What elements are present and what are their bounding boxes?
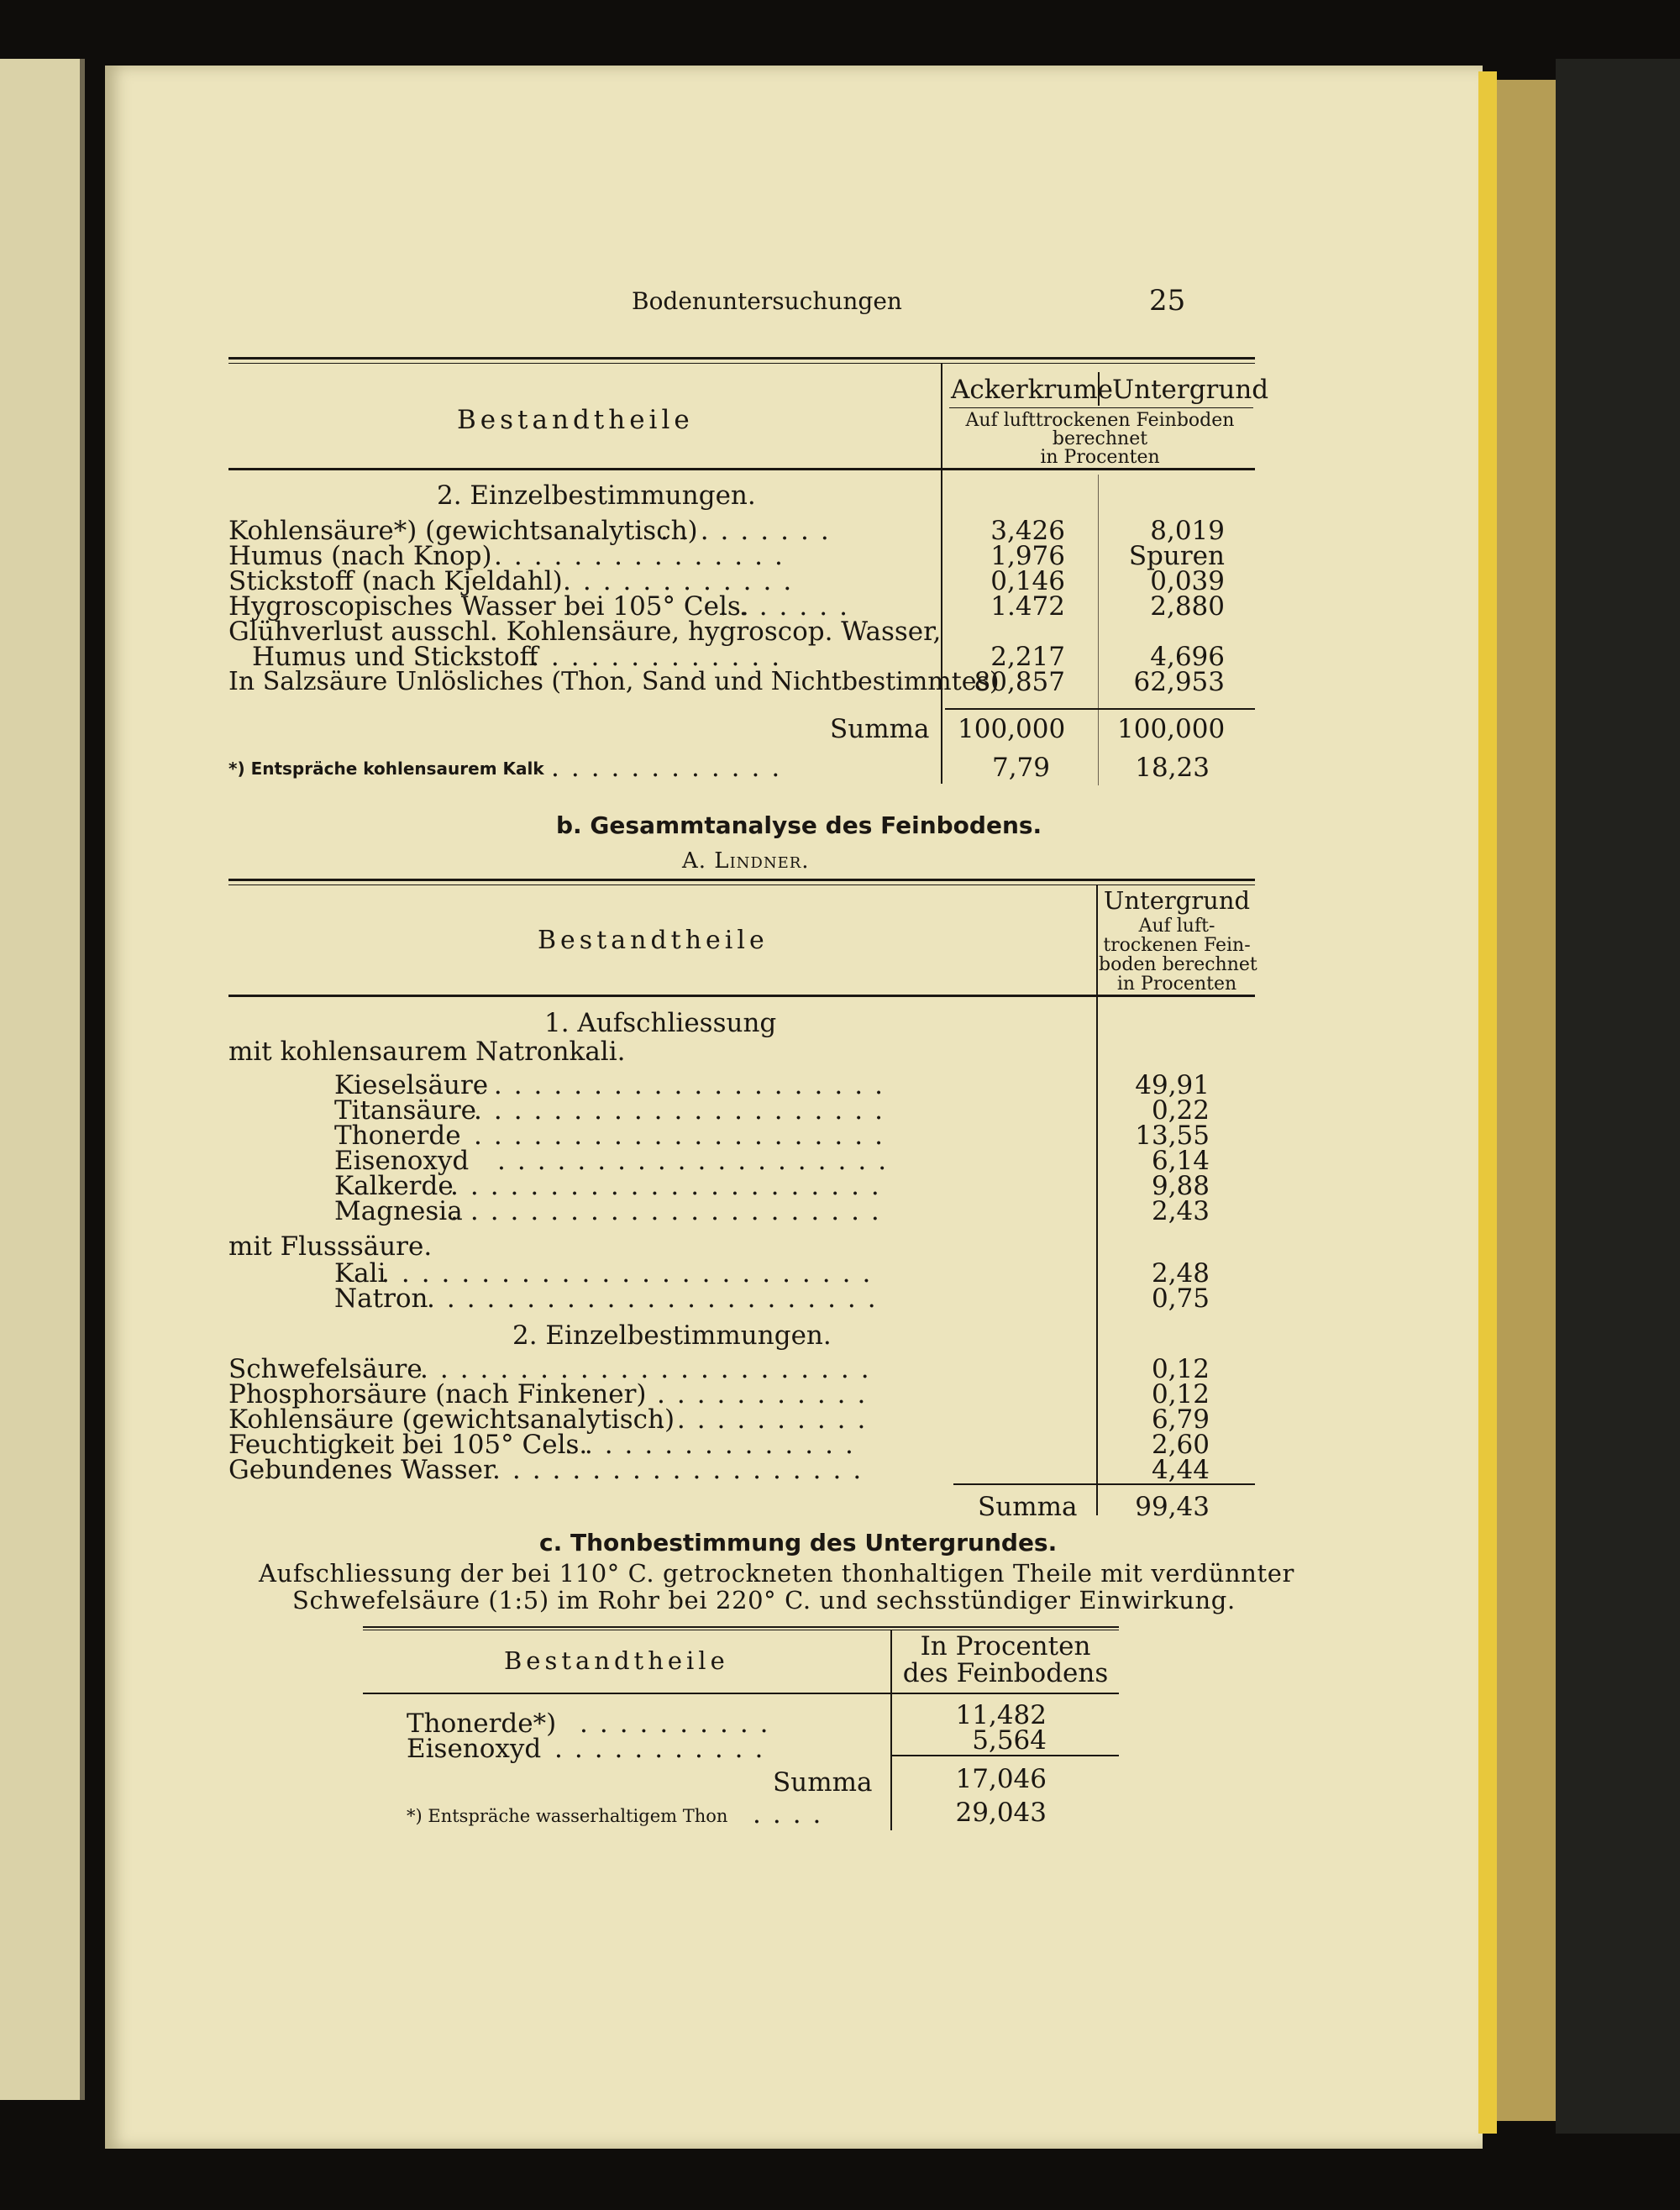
running-title: Bodenuntersuchungen [632,287,902,315]
table2-row-value: 49,91 [1135,1070,1210,1100]
table2-row-value: 0,22 [1151,1095,1210,1126]
table3-row-label: Eisenoxyd [407,1734,542,1764]
table1-unit-1: Auf lufttrockenen Feinboden [965,410,1235,431]
table1-divider-body [1098,475,1099,785]
leader-dots: ............... [564,1430,865,1460]
table2-row-label: Thonerde [334,1121,461,1151]
table1-unit-3: in Procenten [1040,447,1160,468]
table2-row-value: 2,43 [1151,1196,1210,1226]
facing-page-edge [0,59,85,2100]
table1-head-rule [228,468,1255,470]
leader-dots: ....... [719,591,859,622]
table1-top-rule [228,357,1255,360]
page-number: 25 [1149,284,1186,318]
table1-row-b: 2,880 [1150,591,1225,622]
table1-row-b: Spuren [1128,541,1225,571]
table2-unit-4: in Procenten [1116,974,1237,995]
table1-row-b: 4,696 [1150,642,1225,672]
table2-row-label: Kali [334,1258,386,1289]
table1-row-a: 80,857 [974,667,1065,697]
table1-sum-label: Summa [830,714,930,744]
table2-unit-3: boden berechnet [1099,954,1257,975]
table2-sum-value: 99,43 [1135,1492,1210,1522]
table2-col-value: Untergrund [1103,886,1251,915]
table2-row-value: 0,12 [1151,1354,1210,1384]
table1-row-b: 62,953 [1133,667,1225,697]
leader-dots: .... [753,1799,833,1829]
table1-row-label: Kohlensäure*) (gewichtsanalytisch) [228,516,698,546]
table1-row-label: Stickstoff (nach Kjeldahl) [228,566,563,596]
table1-row-a: 3,426 [990,516,1065,546]
section-c-paragraph-1: Aufschliessung der bei 110° C. getrockneten thonhaltigen Theile mit verdünnter [259,1559,1295,1588]
table2-row-label: Eisenoxyd [334,1146,470,1176]
leader-dots: .......... [580,1709,780,1739]
leader-dots: ............ [563,566,804,596]
table2-row-label: Titansäure [334,1095,477,1126]
table2-sum-rule [953,1483,1255,1485]
gilt-page-edge [1478,71,1497,2134]
table2-row-label: Phosphorsäure (nach Finkener) [228,1379,647,1409]
leader-dots: ....................... [427,1283,888,1314]
leader-dots: ............... [494,541,795,571]
table2-divider [1096,885,1098,1515]
table1-row-a: 0,146 [990,566,1065,596]
table2-row-label: Kieselsäure [334,1070,489,1100]
table1-row-label: Humus und Stickstoff [252,642,538,672]
table2-top-rule [228,879,1255,881]
section-c-title: c. Thonbestimmung des Untergrundes. [539,1529,1058,1556]
table2-row-value: 0,12 [1151,1379,1210,1409]
table2-row-label: Natron [334,1283,428,1314]
leader-dots: ....................... [420,1354,881,1384]
table1-col-a: Ackerkrume [951,375,1114,405]
table1-footnote: *) Entspräche kohlensaurem Kalk [228,759,544,779]
table1-sum-a: 100,000 [958,714,1066,744]
leader-dots: ........... [657,1379,878,1409]
leader-dots: ..................... [474,1095,895,1126]
table1-foot-a: 7,79 [991,753,1050,783]
table2-row-label: Feuchtigkeit bei 105° Cels. [228,1430,588,1460]
table2-head-rule [228,995,1255,997]
table2-row-label: Schwefelsäure [228,1354,423,1384]
section-b-author: A. Lindner. [682,848,810,874]
table2-row-value: 6,79 [1151,1404,1210,1435]
leader-dots: ...................... [450,1196,891,1226]
table2-row-label: Gebundenes Wasser [228,1455,496,1485]
table2-row-label: Magnesia [334,1196,463,1226]
section-c-paragraph-2: Schwefelsäure (1:5) im Rohr bei 220° C. und sechsstündiger Einwirkung. [292,1586,1236,1614]
table1-foot-b: 18,23 [1135,753,1210,783]
table3-sum-value: 17,046 [955,1764,1047,1794]
leader-dots: ............ [551,753,792,783]
table2-unit-1: Auf luft- [1138,916,1215,937]
leader-dots: .................... [497,1146,899,1176]
table2-row-value: 0,75 [1151,1283,1210,1314]
leader-dots: ........... [657,1404,878,1435]
table1-row-a: 1.472 [990,591,1065,622]
table2-row-value: 4,44 [1151,1455,1210,1485]
table1-col-label: Bestandtheile [457,405,694,435]
table2-row-value: 2,60 [1151,1430,1210,1460]
leader-dots: ..................... [474,1121,895,1151]
table1-col-b: Untergrund [1112,375,1269,405]
table2-sub-fluss: mit Flusssäure. [228,1231,433,1262]
leader-dots: ........... [554,1734,775,1764]
table3-head-rule [363,1693,1119,1694]
table3-row-label: Thonerde*) [407,1709,557,1739]
table2-row-label: Kalkerde [334,1171,454,1201]
leader-dots: ......... [660,516,841,546]
table1-top-rule-thin [228,363,1255,364]
table3-col-value-1: In Procenten [920,1631,1091,1661]
table1-row-a: 2,217 [990,642,1065,672]
table1-row-label: Humus (nach Knop) [228,541,492,571]
table1-unit-2: berechnet [1052,428,1148,449]
page-block-edge [1497,80,1558,2121]
table3-row-value: 11,482 [955,1700,1047,1730]
table2-sub1b: mit kohlensaurem Natronkali. [228,1037,626,1067]
table2-col-label: Bestandtheile [538,926,769,955]
book-cover [1556,59,1680,2134]
table2-sum-label: Summa [978,1492,1078,1522]
table1-row-label: Glühverlust ausschl. Kohlensäure, hygroscop. Wasser, [228,617,942,647]
table2-row-value: 2,48 [1151,1258,1210,1289]
table2-sub2: 2. Einzelbestimmungen. [512,1320,832,1351]
table3-row-value: 5,564 [972,1725,1047,1756]
table2-row-value: 13,55 [1135,1121,1210,1151]
table2-row-value: 9,88 [1151,1171,1210,1201]
table3-top-rule [363,1626,1119,1628]
table3-footnote: *) Entspräche wasserhaltigem Thon [407,1806,728,1826]
table1-row-label: In Salzsäure Unlösliches (Thon, Sand und Nichtbestimmtes) [228,667,1000,696]
table2-sub1: 1. Aufschliessung [544,1008,777,1038]
table3-sum-label: Summa [773,1767,873,1798]
table1-row-b: 8,019 [1150,516,1225,546]
section-b-title: b. Gesammtanalyse des Feinbodens. [556,811,1042,839]
leader-dots: ...................... [450,1171,891,1201]
table1-row-label: Hygroscopisches Wasser bei 105° Cels. [228,591,749,622]
table1-row-a: 1,976 [990,541,1065,571]
table3-col-label: Bestandtheile [504,1646,729,1675]
table1-section-heading: 2. Einzelbestimmungen. [437,480,756,511]
table3-foot-value: 29,043 [955,1798,1047,1828]
table1-sum-b: 100,000 [1117,714,1226,744]
leader-dots: ............. [531,642,792,672]
leader-dots: ......................... [381,1258,883,1289]
leader-dots: ..................... [474,1070,895,1100]
table3-col-value-2: des Feinbodens [902,1658,1109,1688]
table2-row-value: 6,14 [1151,1146,1210,1176]
table1-sum-rule [945,708,1255,710]
table1-divider-left [941,364,942,784]
table2-unit-2: trockenen Fein- [1103,935,1251,956]
leader-dots: ................... [492,1455,874,1485]
table1-row-b: 0,039 [1150,566,1225,596]
table1-head-underline [949,407,1253,408]
table2-row-label: Kohlensäure (gewichtsanalytisch) [228,1404,675,1435]
